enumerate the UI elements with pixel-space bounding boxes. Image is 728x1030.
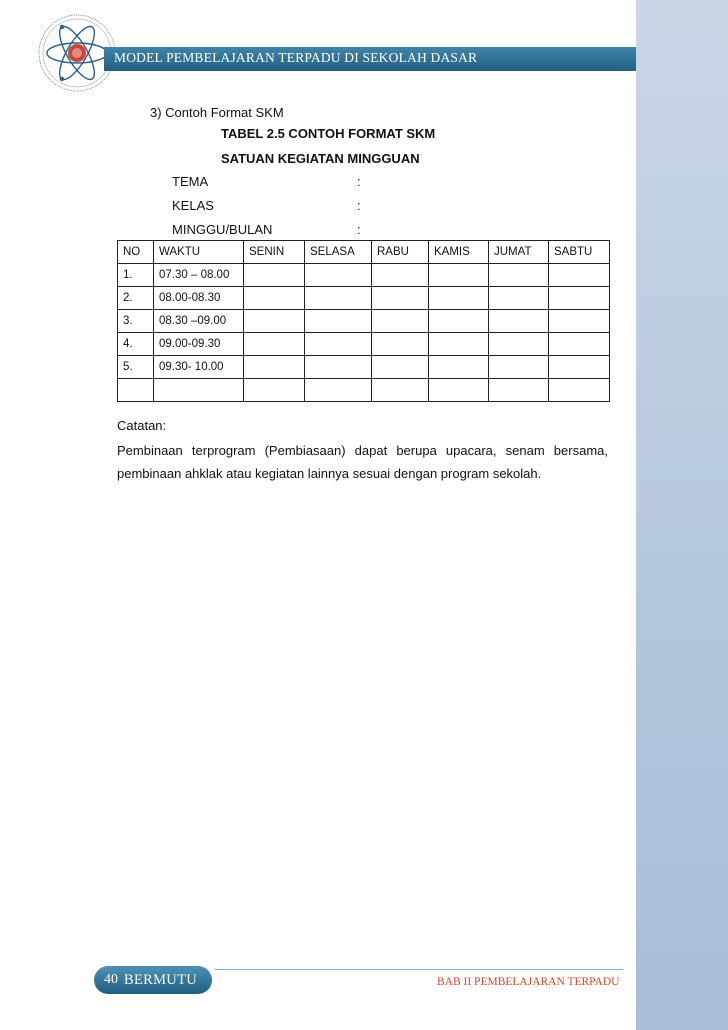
column-header: WAKTU	[154, 241, 244, 264]
notes-label: Catatan:	[117, 418, 167, 433]
footer-brand: BERMUTU	[124, 972, 197, 988]
table-row	[118, 333, 610, 356]
page-number: 40	[104, 972, 118, 987]
table-cell	[429, 264, 489, 287]
table-cell	[372, 333, 429, 356]
table-cell	[549, 356, 610, 379]
table-header-row	[118, 241, 610, 264]
table-cell: 09.30- 10.00	[154, 356, 244, 379]
table-cell	[549, 310, 610, 333]
item-title: 3) Contoh Format SKM	[150, 105, 284, 120]
table-cell	[372, 264, 429, 287]
table-cell	[549, 287, 610, 310]
column-header: JUMAT	[489, 241, 549, 264]
notes-paragraph-line-1: Pembinaan terprogram (Pembiasaan) dapat berupa upacara, senam bersama,	[117, 443, 608, 458]
table-cell: 2.	[118, 287, 154, 310]
table-cell	[489, 310, 549, 333]
table-cell	[372, 379, 429, 402]
table-cell: 07.30 – 08.00	[154, 264, 244, 287]
field-colon-tema: :	[357, 174, 361, 189]
table-cell	[429, 379, 489, 402]
table-cell	[429, 287, 489, 310]
column-header: SABTU	[549, 241, 610, 264]
table-cell	[244, 356, 305, 379]
table-cell	[305, 264, 372, 287]
footer-divider	[215, 969, 623, 970]
table-cell: 5.	[118, 356, 154, 379]
field-colon-minggu-bulan: :	[357, 222, 361, 237]
table-cell	[244, 287, 305, 310]
table-cell	[372, 287, 429, 310]
table-cell	[489, 333, 549, 356]
table-cell: 3.	[118, 310, 154, 333]
table-cell	[372, 310, 429, 333]
table-cell	[154, 379, 244, 402]
table-cell	[429, 356, 489, 379]
table-cell: 09.00-09.30	[154, 333, 244, 356]
table-cell	[549, 264, 610, 287]
skm-table	[117, 240, 610, 402]
table-cell	[429, 310, 489, 333]
table-row	[118, 264, 610, 287]
table-subtitle: SATUAN KEGIATAN MINGGUAN	[221, 151, 420, 166]
table-cell	[305, 356, 372, 379]
table-cell	[118, 379, 154, 402]
table-cell	[305, 310, 372, 333]
table-row	[118, 356, 610, 379]
field-label-kelas: KELAS	[172, 198, 214, 213]
table-cell: 4.	[118, 333, 154, 356]
field-label-tema: TEMA	[172, 174, 209, 189]
table-cell	[549, 333, 610, 356]
table-row	[118, 287, 610, 310]
table-cell	[489, 264, 549, 287]
column-header: RABU	[372, 241, 429, 264]
table-cell: 08.30 –09.00	[154, 310, 244, 333]
table-cell	[429, 333, 489, 356]
table-row	[118, 379, 610, 402]
table-cell	[549, 379, 610, 402]
table-cell	[244, 379, 305, 402]
table-cell	[489, 287, 549, 310]
table-cell	[305, 333, 372, 356]
table-cell	[244, 264, 305, 287]
table-cell	[489, 356, 549, 379]
field-label-minggu-bulan: MINGGU/BULAN	[172, 222, 273, 237]
side-band	[636, 0, 728, 1030]
column-header: KAMIS	[429, 241, 489, 264]
header-title: MODEL PEMBELAJARAN TERPADU DI SEKOLAH DASAR	[114, 50, 478, 65]
table-cell	[489, 379, 549, 402]
column-header: SELASA	[305, 241, 372, 264]
table-row	[118, 310, 610, 333]
table-title: TABEL 2.5 CONTOH FORMAT SKM	[221, 126, 436, 141]
table-cell	[372, 356, 429, 379]
table-cell	[244, 310, 305, 333]
field-colon-kelas: :	[357, 198, 361, 213]
column-header: NO	[118, 241, 154, 264]
table-cell: 1.	[118, 264, 154, 287]
table-cell	[305, 287, 372, 310]
column-header: SENIN	[244, 241, 305, 264]
notes-paragraph-line-2: pembinaan ahklak atau kegiatan lainnya sesuai dengan program sekolah.	[117, 466, 542, 481]
table-cell	[305, 379, 372, 402]
table-cell: 08.00-08.30	[154, 287, 244, 310]
table-cell	[244, 333, 305, 356]
footer-chapter: BAB II PEMBELAJARAN TERPADU	[437, 976, 620, 988]
